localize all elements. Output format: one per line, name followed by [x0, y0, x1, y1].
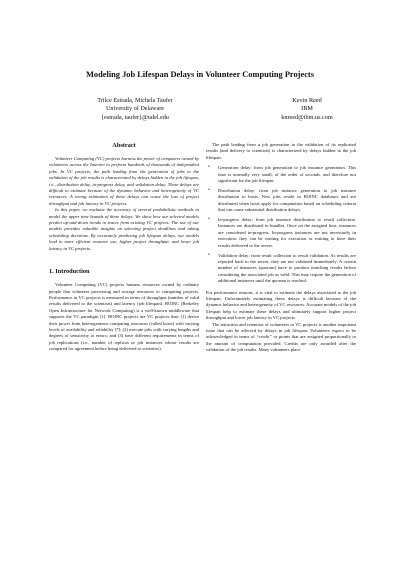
body-paragraph: The path leading from a job generation to the validation of its replicated results (and delivery to scientists) is characterized by delays hidden in the job lifespan:	[206, 142, 356, 160]
introduction-section	[49, 268, 199, 352]
body-paragraph: For performance reasons, it is vital to estimate the delays associated to the job lifespan. Unfortunately estimating these delays is difficult because of the dynamic behavior and heterogeneity of VC resources. Accurate models of the job lifespan help to estimate these delays and ultimately support higher project throughput and lower job latency in VC projects.	[206, 289, 356, 321]
bullet-icon: •	[208, 187, 210, 193]
author-block-right	[262, 97, 352, 122]
author-names: Kevin Reed	[292, 97, 322, 104]
author-affiliation: IBM	[301, 105, 313, 113]
author-block-left	[75, 97, 195, 122]
list-item	[206, 165, 356, 184]
list-item-text: In-progress delay: from job instance distribution to result collection. Instances are distributed in bundles. Once on the assigned host, instances are considered in-progress. In-progress instances are not necessarily in execution: they can be waiting for execution or waiting to have their results delivered to the server.	[218, 217, 356, 248]
bullet-icon: •	[208, 165, 210, 171]
list-item	[206, 217, 356, 249]
abstract-paragraph: Volunteer Computing (VC) projects harness the power of computers owned by volunteers across the Internet to perform hundreds of thousands of independent jobs. In VC projects, the path leading from the generation of jobs to the validation of the job results is characterized by delays hidden in the job lifespan, i.e., distribution delay, in-progress delay, and validation delay. These delays are difficult to estimate because of the dynamic behavior and heterogeneity of VC resources. A wrong estimation of these delays can cause the loss of project throughput and job latency in VC projects.	[49, 156, 199, 206]
abstract-heading: Abstract	[112, 142, 136, 149]
body-paragraph	[206, 322, 356, 354]
author-affiliation: University of Delaware	[105, 105, 165, 113]
body-paragraph: Volunteer Computing (VC) projects harness resources owned by ordinary people that volunteer processing and storage resources to computing projects. Performance in VC projects is measured in terms of throughput (number of valid results delivered to the scientists) and latency (job lifespan). BOINC (Berkeley Open Infrastructure for Network Computing) is a well-known middleware that supports the VC paradigm [1]. BOINC projects are VC projects that: (1) derive their power from heterogeneous computing resources (called hosts) with varying levels of availability and reliability [7]; (2) execute jobs with varying lengths and degrees of sensitivity to errors; and (3) have different requirements in terms of job replications (i.e., number of replicas or job instances whose results are compared for agreement before being delivered to scientists).	[49, 282, 199, 352]
paper-title: Modeling Job Lifespan Delays in Volunteer Computing Projects	[86, 70, 314, 79]
abstract-paragraph: In this paper, we evaluate the accuracy of several probabilistic methods to model the upper time bounds of these delays. We show how our selected models predict up-and-down trends in traces from existing VC projects. The use of our models provides valuable insights on selecting project deadlines and taking scheduling decisions. By accurately predicting job lifespan delays, our models lead to more efficient resource use, higher project throughput, and lower job latency in VC projects.	[49, 207, 199, 251]
bullet-icon: •	[208, 252, 210, 258]
abstract-section	[49, 142, 199, 252]
author-email: {estrada, taufer}@udel.edu	[101, 113, 169, 121]
list-item	[206, 188, 356, 214]
right-column	[206, 142, 356, 354]
list-item-text: Distribution delay: from job instance generation to job instance distribution to hosts. New jobs reside in BOINC databases and are distributed when hosts apply for computation based on scheduling criteria that can cause substantial distribution delays.	[218, 187, 356, 213]
list-item-text: Validation delay: from result collection to result validation. As results are reported back to the server, they are not validated immediately. A certain number of instances (quorum) have to produce matching results before considering the associated job as valid. This may require the generation of additional instances until the quorum is reached.	[218, 252, 356, 284]
paragraph-text: The attraction and retention of volunteers in VC projects is another important issue that can be affected by delays in job lifespan. Volunteers expect to be acknowledged in terms of	[206, 321, 356, 340]
credit-term: “credit”	[256, 334, 272, 340]
introduction-heading: 1. Introduction	[49, 268, 90, 276]
author-names: Trilce Estrada, Michela Taufer	[97, 97, 173, 104]
left-column	[49, 142, 199, 353]
delay-list	[206, 165, 356, 284]
author-email: knreed@ibm.us.com	[281, 113, 333, 121]
bullet-icon: •	[208, 217, 210, 223]
list-item	[206, 253, 356, 285]
list-item-text: Generation delay: from job generation to job instance generation. This time is normally very small, of the order of seconds, and therefore not significant for the job lifespan.	[218, 165, 356, 184]
paragraph-text: or points that are assigned proportionally to the amount of computation provided. Credits are only awarded after the validation of the job results. Many volunteers place	[206, 334, 356, 353]
